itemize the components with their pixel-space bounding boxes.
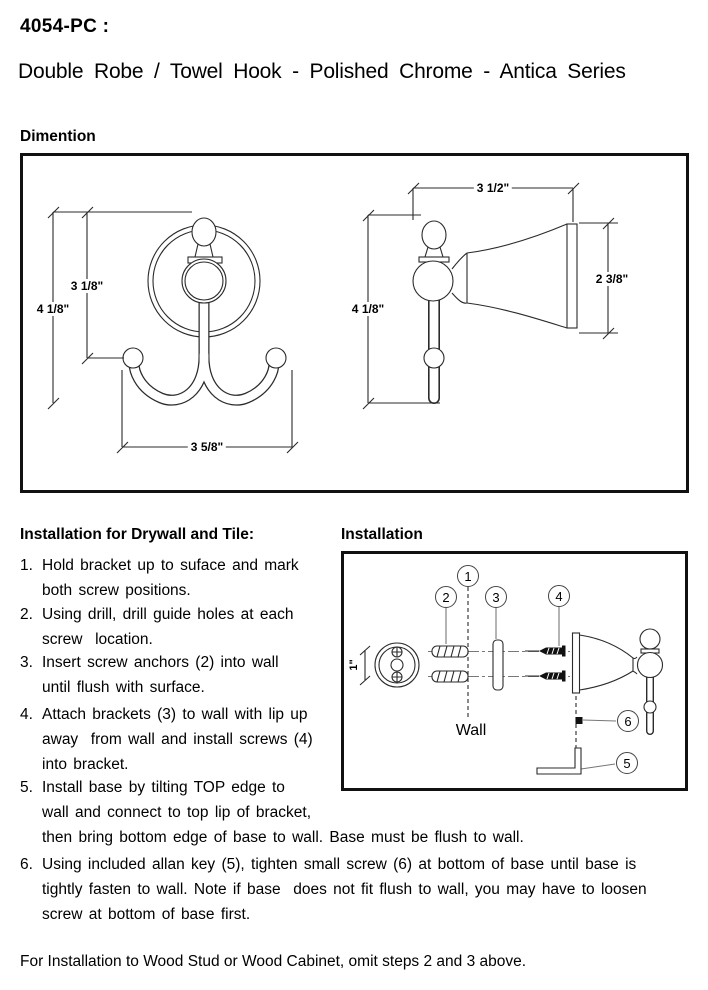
step-line: screw location. [42,631,153,648]
bracket-one-inch-dim: 1" [348,659,360,671]
side-view-drawing [413,221,577,398]
step-line: into bracket. [42,756,129,773]
install-step-1 [20,553,299,603]
callout-1: 1 [457,565,479,587]
install-diagram-title: Installation [341,526,423,543]
step-line: Using drill, drill guide holes at each [42,606,294,623]
install-step-4 [20,702,313,777]
install-step-3 [20,650,279,700]
installation-exploded-view [344,554,685,788]
install-steps-title: Installation for Drywall and Tile: [20,526,254,543]
install-step-6 [20,852,647,927]
page-title: 4054-PC : [20,16,110,37]
front-hook-spread-dim: 3 5/8" [188,440,226,454]
allen-key [537,748,581,774]
dimension-drawings [23,156,686,490]
side-overall-height-dim: 4 1/8" [349,302,387,316]
screw-anchors [432,646,468,682]
bracket-side-view [493,640,503,690]
step-line: Insert screw anchors (2) into wall [42,654,279,671]
installation-diagram-box [341,551,688,791]
step-number: 4. [20,706,33,723]
callout-3: 3 [485,586,507,608]
step-number: 1. [20,557,33,574]
callout-6: 6 [617,710,639,732]
front-hook-height-dim: 3 1/8" [68,279,106,293]
step-line: then bring bottom edge of base to wall. Base must be flush to wall. [42,829,524,846]
step-line: both screw positions. [42,582,191,599]
step-line: tightly fasten to wall. Note if base does not fit flush to wall, you may have to loosen [42,881,647,898]
step-line: Install base by tilting TOP edge to [42,779,285,796]
step-number: 2. [20,606,33,623]
install-step-2 [20,602,294,652]
bracket-front-view [375,643,419,687]
side-view-dimension-lines [363,183,618,409]
step-number: 5. [20,779,33,796]
step-number: 3. [20,654,33,671]
step-number: 6. [20,856,33,873]
dimension-section-title: Dimention [20,128,96,145]
step-line: Hold bracket up to suface and mark [42,557,299,574]
step-line: Attach brackets (3) to wall with lip up [42,706,308,723]
side-projection-dim: 3 1/2" [474,181,512,195]
step-line: Using included allan key (5), tighten small screw (6) at bottom of base until base is [42,856,637,873]
wood-stud-note: For Installation to Wood Stud or Wood Cabinet, omit steps 2 and 3 above. [20,953,527,970]
step-line: wall and connect to top lip of bracket, [42,804,312,821]
bracket-dim-line [360,646,370,685]
mounting-screws [525,646,566,682]
product-subtitle: Double Robe / Towel Hook - Polished Chrome - Antica Series [18,60,626,83]
front-view-dimension-lines [48,207,298,453]
step-line: screw at bottom of base first. [42,906,251,923]
wall-label: Wall [455,722,487,739]
step-line: away from wall and install screws (4) [42,731,313,748]
front-view-drawing [123,218,286,400]
callout-2: 2 [435,586,457,608]
set-screw [576,717,583,724]
side-base-height-dim: 2 3/8" [593,272,631,286]
callout-4: 4 [548,585,570,607]
dimension-drawing-box [20,153,689,493]
front-overall-height-dim: 4 1/8" [34,302,72,316]
step-line: until flush with surface. [42,679,205,696]
callout-5: 5 [616,752,638,774]
